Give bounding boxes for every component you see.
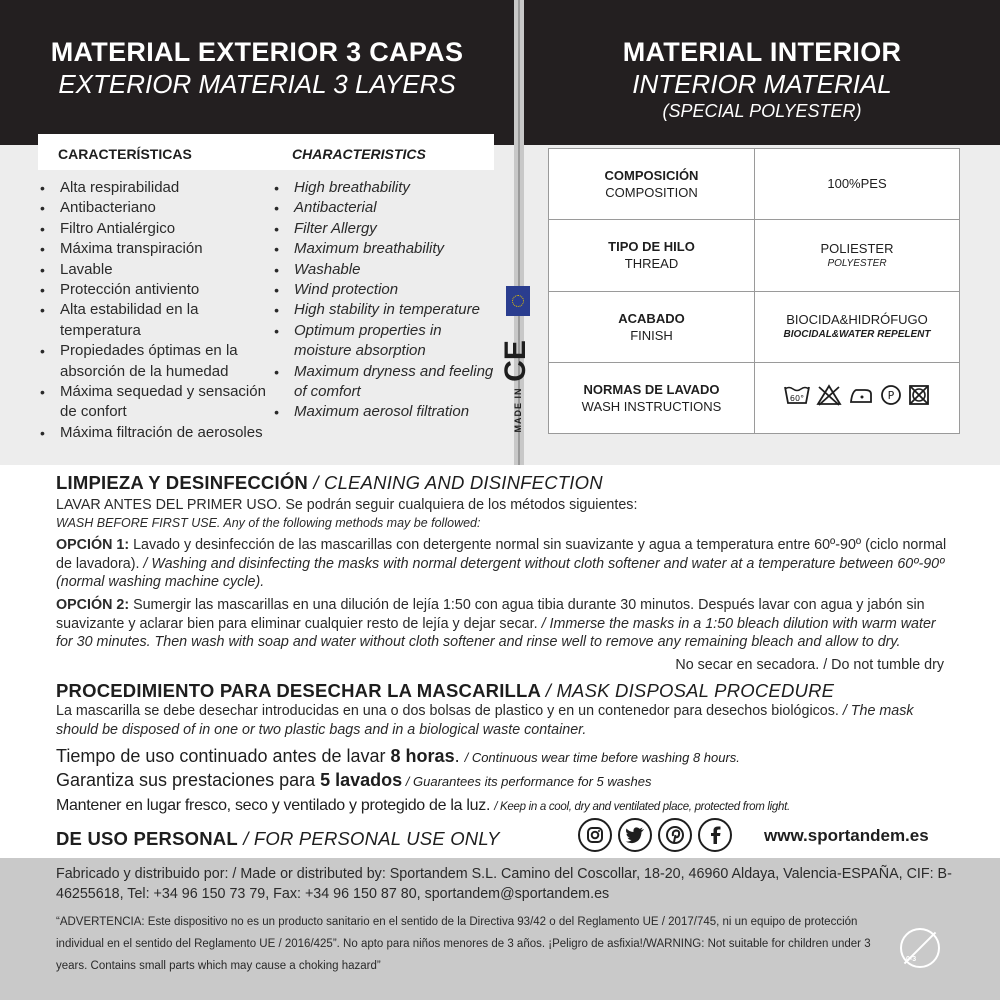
disposal-text-es: La mascarilla se debe desechar introducidas en una o dos bolsas de plastico y en un contenedor para desechos biológicos.: [56, 703, 843, 719]
warning-text: “ADVERTENCIA: Este dispositivo no es un producto sanitario en el sentido de la Directiva 93/42 o del Reglamento UE / 2017/745, ni un equipo de protección individual en el sentido del Reglamento UE / 2016/425”. No apto para niños menores de 3 años. ¡Peligro de asfixia!/WARNING: Not suitable for children under 3 years. Contains small parts which may cause a choking hazard”: [56, 916, 871, 972]
option-2-es: Sumergir las mascarillas en una dilución de lejía 1:50 con agua tibia durante 30 minutos. Después lavar con agua y jabón sin suavizante y aclarar bien para eliminar cualquier resto de lejía y dejar secar.: [56, 597, 925, 632]
pinterest-icon[interactable]: [658, 818, 692, 852]
svg-text:P: P: [887, 389, 895, 403]
row-value: 100%PES: [827, 176, 887, 192]
characteristics-head-es: CARACTERÍSTICAS: [58, 146, 192, 162]
row-value: POLIESTER: [820, 240, 894, 256]
list-item: • Propiedades óptimas en la absorción de la humedad: [38, 341, 274, 382]
disposal-title-en: / MASK DISPOSAL PROCEDURE: [545, 680, 835, 701]
list-item: • Protección antiviento: [38, 280, 274, 300]
usage-washes-en: / Guarantees its performance for 5 washes: [402, 774, 652, 789]
list-item: • Wind protection: [272, 280, 502, 300]
row-key-es: TIPO DE HILO: [608, 239, 695, 255]
interior-title-es: MATERIAL INTERIOR: [622, 37, 902, 67]
manufacturer-info: Fabricado y distribuido por: / Made or distributed by: Sportandem S.L. Camino del Coscollar, 18-20, 46960 Aldaya, Valencia-ESPAÑA, CIF: B-46255618, Tel: +34 96 150 73 79, Fax: +34 96 150 87 80, sportandem@sportandem.es: [56, 866, 952, 902]
cleaning-option-1: [56, 536, 956, 592]
made-in-label: MADE IN: [513, 387, 523, 433]
cleaning-title-en: / CLEANING AND DISINFECTION: [313, 472, 603, 493]
wash-temp: 60°: [789, 394, 805, 404]
disposal-text-en: / The mask should be disposed of in one or two plastic bags and in a biological waste container.: [56, 703, 914, 738]
table-row: [549, 362, 960, 433]
eu-flag-icon: [506, 286, 530, 316]
list-item: • Maximum aerosol filtration: [272, 402, 502, 422]
usage-storage-es: Mantener en lugar fresco, seco y ventilado y protegido de la luz.: [56, 797, 495, 814]
no-tumble-dry-note: No secar en secadora. / Do not tumble dry: [675, 657, 944, 673]
personal-use-es: DE USO PERSONAL: [56, 828, 238, 849]
social-links: [578, 818, 732, 852]
interior-subtitle: (SPECIAL POLYESTER): [662, 101, 862, 121]
table-row: [549, 220, 960, 291]
table-row: [549, 149, 960, 220]
list-item: • Antibacteriano: [38, 198, 274, 218]
disposal-text: [56, 702, 956, 739]
option-1-en: / Washing and disinfecting the masks with normal detergent without cloth softener and water at a temperature between 60º-90º (normal washing machine cycle).: [56, 555, 945, 590]
age-label: 0-3: [906, 956, 917, 963]
option-2-en: / Immerse the masks in a 1:50 bleach dilution with warm water for 30 minutes. Then wash with soap and water without cloth softener and rinse well to remove any remaining bleach and allow to dry.: [56, 615, 936, 650]
list-item: • Máxima transpiración: [38, 239, 274, 259]
usage-washes-bold: 5 lavados: [320, 770, 403, 790]
table-row: [549, 291, 960, 362]
disposal-title-es: PROCEDIMIENTO PARA DESECHAR LA MASCARILLA: [56, 680, 541, 701]
option-2-label: OPCIÓN 2:: [56, 597, 130, 613]
wash-instructions-icons: [784, 384, 930, 411]
list-item: • Alta estabilidad en la temperatura: [38, 300, 274, 341]
usage-time-es-end: .: [454, 746, 465, 766]
facebook-icon[interactable]: [698, 818, 732, 852]
list-item: • Washable: [272, 260, 502, 280]
row-key-en: FINISH: [630, 327, 673, 343]
row-key-en: WASH INSTRUCTIONS: [581, 398, 722, 414]
row-value-en: POLYESTER: [827, 257, 887, 269]
option-1-label: OPCIÓN 1:: [56, 537, 130, 553]
usage-time-bold: 8 horas: [390, 746, 455, 766]
list-item: • Maximum breathability: [272, 239, 502, 259]
row-key-es: NORMAS DE LAVADO: [583, 381, 720, 397]
wash-60-icon: [784, 384, 810, 411]
interior-title-en: INTERIOR MATERIAL: [632, 69, 892, 99]
cleaning-intro-en: WASH BEFORE FIRST USE. Any of the following methods may be followed:: [56, 516, 481, 530]
no-tumble-dry-icon: [908, 384, 930, 411]
cleaning-title: [56, 472, 956, 494]
dry-clean-p-icon: [880, 384, 902, 411]
twitter-icon[interactable]: [618, 818, 652, 852]
exterior-title-en: EXTERIOR MATERIAL 3 LAYERS: [58, 69, 456, 99]
list-item: • Maximum dryness and feeling of comfort: [272, 362, 502, 403]
disposal-title: [56, 680, 956, 702]
row-value: BIOCIDA&HIDRÓFUGO: [786, 312, 928, 328]
row-key-en: COMPOSITION: [605, 185, 698, 201]
list-item: • Optimum properties in moisture absorption: [272, 321, 502, 362]
row-key-en: THREAD: [624, 256, 679, 272]
list-item: • Máxima filtración de aerosoles: [38, 423, 274, 443]
list-item: • High breathability: [272, 178, 502, 198]
row-key-es: COMPOSICIÓN: [604, 168, 699, 184]
usage-washes-es: Garantiza sus prestaciones para: [56, 770, 321, 790]
usage-time: [56, 744, 956, 770]
exterior-header: [0, 36, 514, 100]
list-item: • High stability in temperature: [272, 300, 502, 320]
cleaning-intro-es: LAVAR ANTES DEL PRIMER USO. Se podrán seguir cualquiera de los métodos siguientes:: [56, 497, 638, 513]
list-item: • Filtro Antialérgico: [38, 219, 274, 239]
ce-mark-icon: CE: [499, 340, 532, 382]
exterior-title-es: MATERIAL EXTERIOR 3 CAPAS: [50, 37, 464, 67]
website-link[interactable]: www.sportandem.es: [764, 826, 929, 845]
usage-storage-en: / Keep in a cool, dry and ventilated place, protected from light.: [494, 801, 790, 813]
characteristics-list-en: [272, 178, 502, 423]
instagram-icon[interactable]: [578, 818, 612, 852]
no-bleach-icon: [816, 384, 842, 411]
usage-washes: [56, 768, 956, 794]
cleaning-option-2: [56, 596, 956, 652]
cleaning-title-es: LIMPIEZA Y DESINFECCIÓN: [56, 472, 308, 493]
personal-use-en: / FOR PERSONAL USE ONLY: [237, 828, 500, 849]
row-key-es: ACABADO: [618, 310, 685, 326]
list-item: • Máxima sequedad y sensación de confort: [38, 382, 274, 423]
row-value-en: BIOCIDAL&WATER REPELENT: [783, 329, 931, 341]
option-1-es: Lavado y desinfección de las mascarillas con detergente normal sin suavizante y agua a temperatura entre 60º-90º (ciclo normal de lavadora).: [56, 537, 947, 572]
usage-time-es: Tiempo de uso continuado antes de lavar: [56, 746, 391, 766]
iron-icon: [848, 384, 874, 411]
characteristics-list-es: [38, 178, 274, 443]
personal-use: [56, 828, 576, 850]
list-item: • Filter Allergy: [272, 219, 502, 239]
usage-time-en: / Continuous wear time before washing 8 hours.: [464, 750, 740, 765]
list-item: • Antibacterial: [272, 198, 502, 218]
interior-table: [548, 148, 960, 434]
list-item: • Alta respirabilidad: [38, 178, 274, 198]
characteristics-head-en: CHARACTERISTICS: [292, 146, 426, 162]
list-item: • Lavable: [38, 260, 274, 280]
interior-header: [524, 36, 1000, 122]
usage-storage: [56, 794, 956, 819]
